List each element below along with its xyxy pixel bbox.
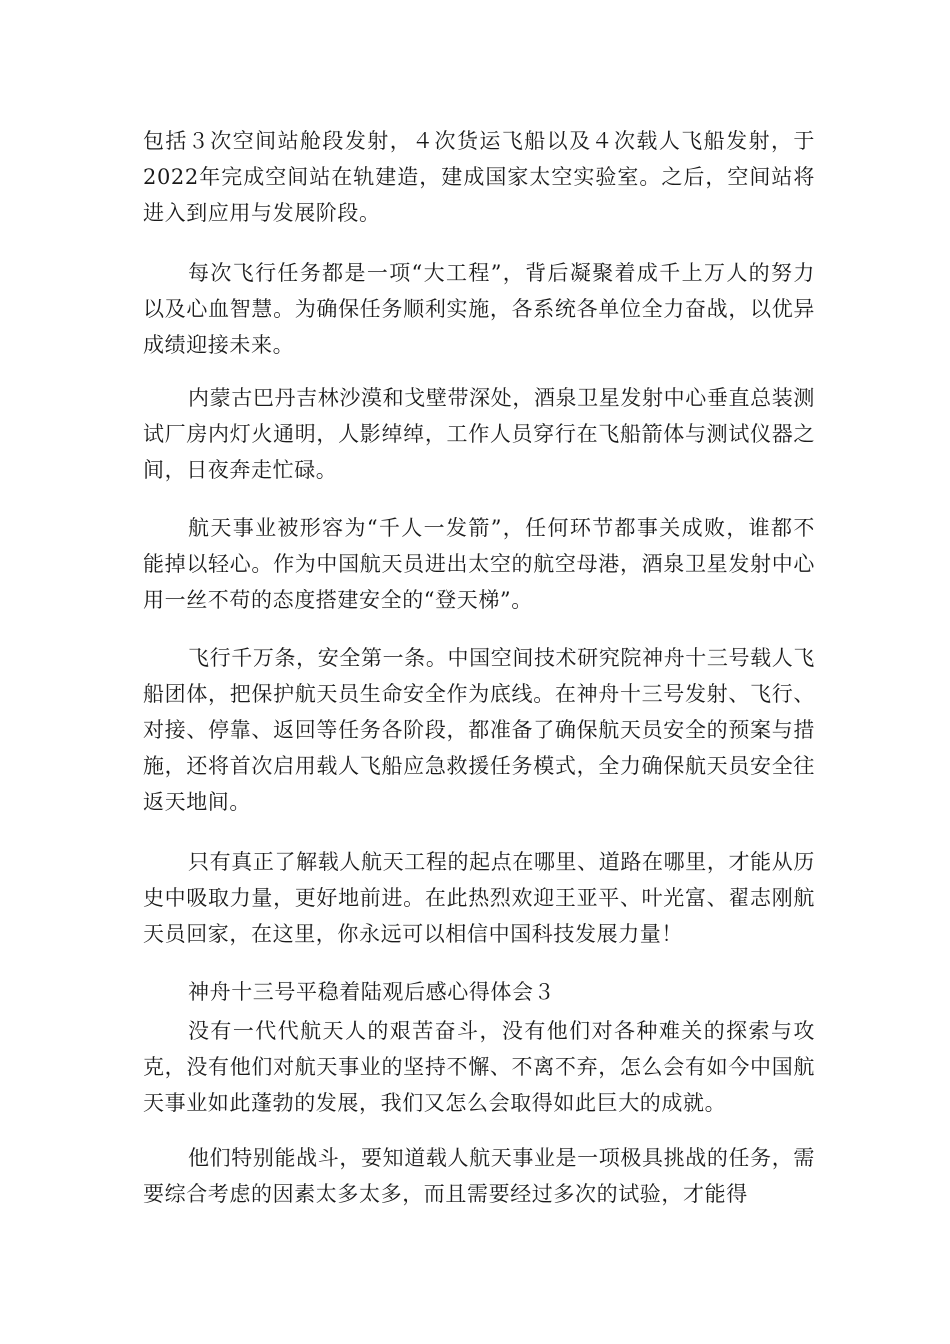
paragraph-2: 每次飞行任务都是一项“大工程”，背后凝聚着成千上万人的努力以及心血智慧。为确保任务顺利实施，各系统各单位全力奋战，以优异成绩迎接未来。 [143, 261, 815, 357]
paragraph-1: 包括３次空间站舱段发射，４次货运飞船以及４次载人飞船发射，于2022年完成空间站在轨建造，建成国家太空实验室。之后，空间站将进入到应用与发展阶段。 [143, 129, 815, 225]
paragraph-3: 内蒙古巴丹吉林沙漠和戈壁带深处，酒泉卫星发射中心垂直总装测试厂房内灯火通明，人影绰绰，工作人员穿行在飞船箭体与测试仪器之间，日夜奔走忙碌。 [143, 386, 815, 482]
paragraph-4: 航天事业被形容为“千人一发箭”，任何环节都事关成败，谁都不能掉以轻心。作为中国航天员进出太空的航空母港，酒泉卫星发射中心用一丝不苟的态度搭建安全的“登天梯”。 [143, 516, 815, 612]
paragraph-7: 没有一代代航天人的艰苦奋斗，没有他们对各种难关的探索与攻克，没有他们对航天事业的坚持不懈、不离不弃，怎么会有如今中国航天事业如此蓬勃的发展，我们又怎么会取得如此巨大的成就。 [143, 1019, 815, 1115]
paragraph-6: 只有真正了解载人航天工程的起点在哪里、道路在哪里，才能从历史中吸取力量，更好地前进。在此热烈欢迎王亚平、叶光富、翟志刚航天员回家，在这里，你永远可以相信中国科技发展力量！ [143, 850, 815, 946]
paragraph-5: 飞行千万条，安全第一条。中国空间技术研究院神舟十三号载人飞船团体，把保护航天员生命安全作为底线。在神舟十三号发射、飞行、对接、停靠、返回等任务各阶段，都准备了确保航天员安全的预案与措施，还将首次启用载人飞船应急救援任务模式，全力确保航天员安全往返天地间。 [143, 646, 815, 814]
section-heading: 神舟十三号平稳着陆观后感心得体会３ [188, 980, 556, 1004]
paragraph-8: 他们特别能战斗，要知道载人航天事业是一项极具挑战的任务，需要综合考虑的因素太多太多，而且需要经过多次的试验，才能得 [143, 1146, 815, 1206]
